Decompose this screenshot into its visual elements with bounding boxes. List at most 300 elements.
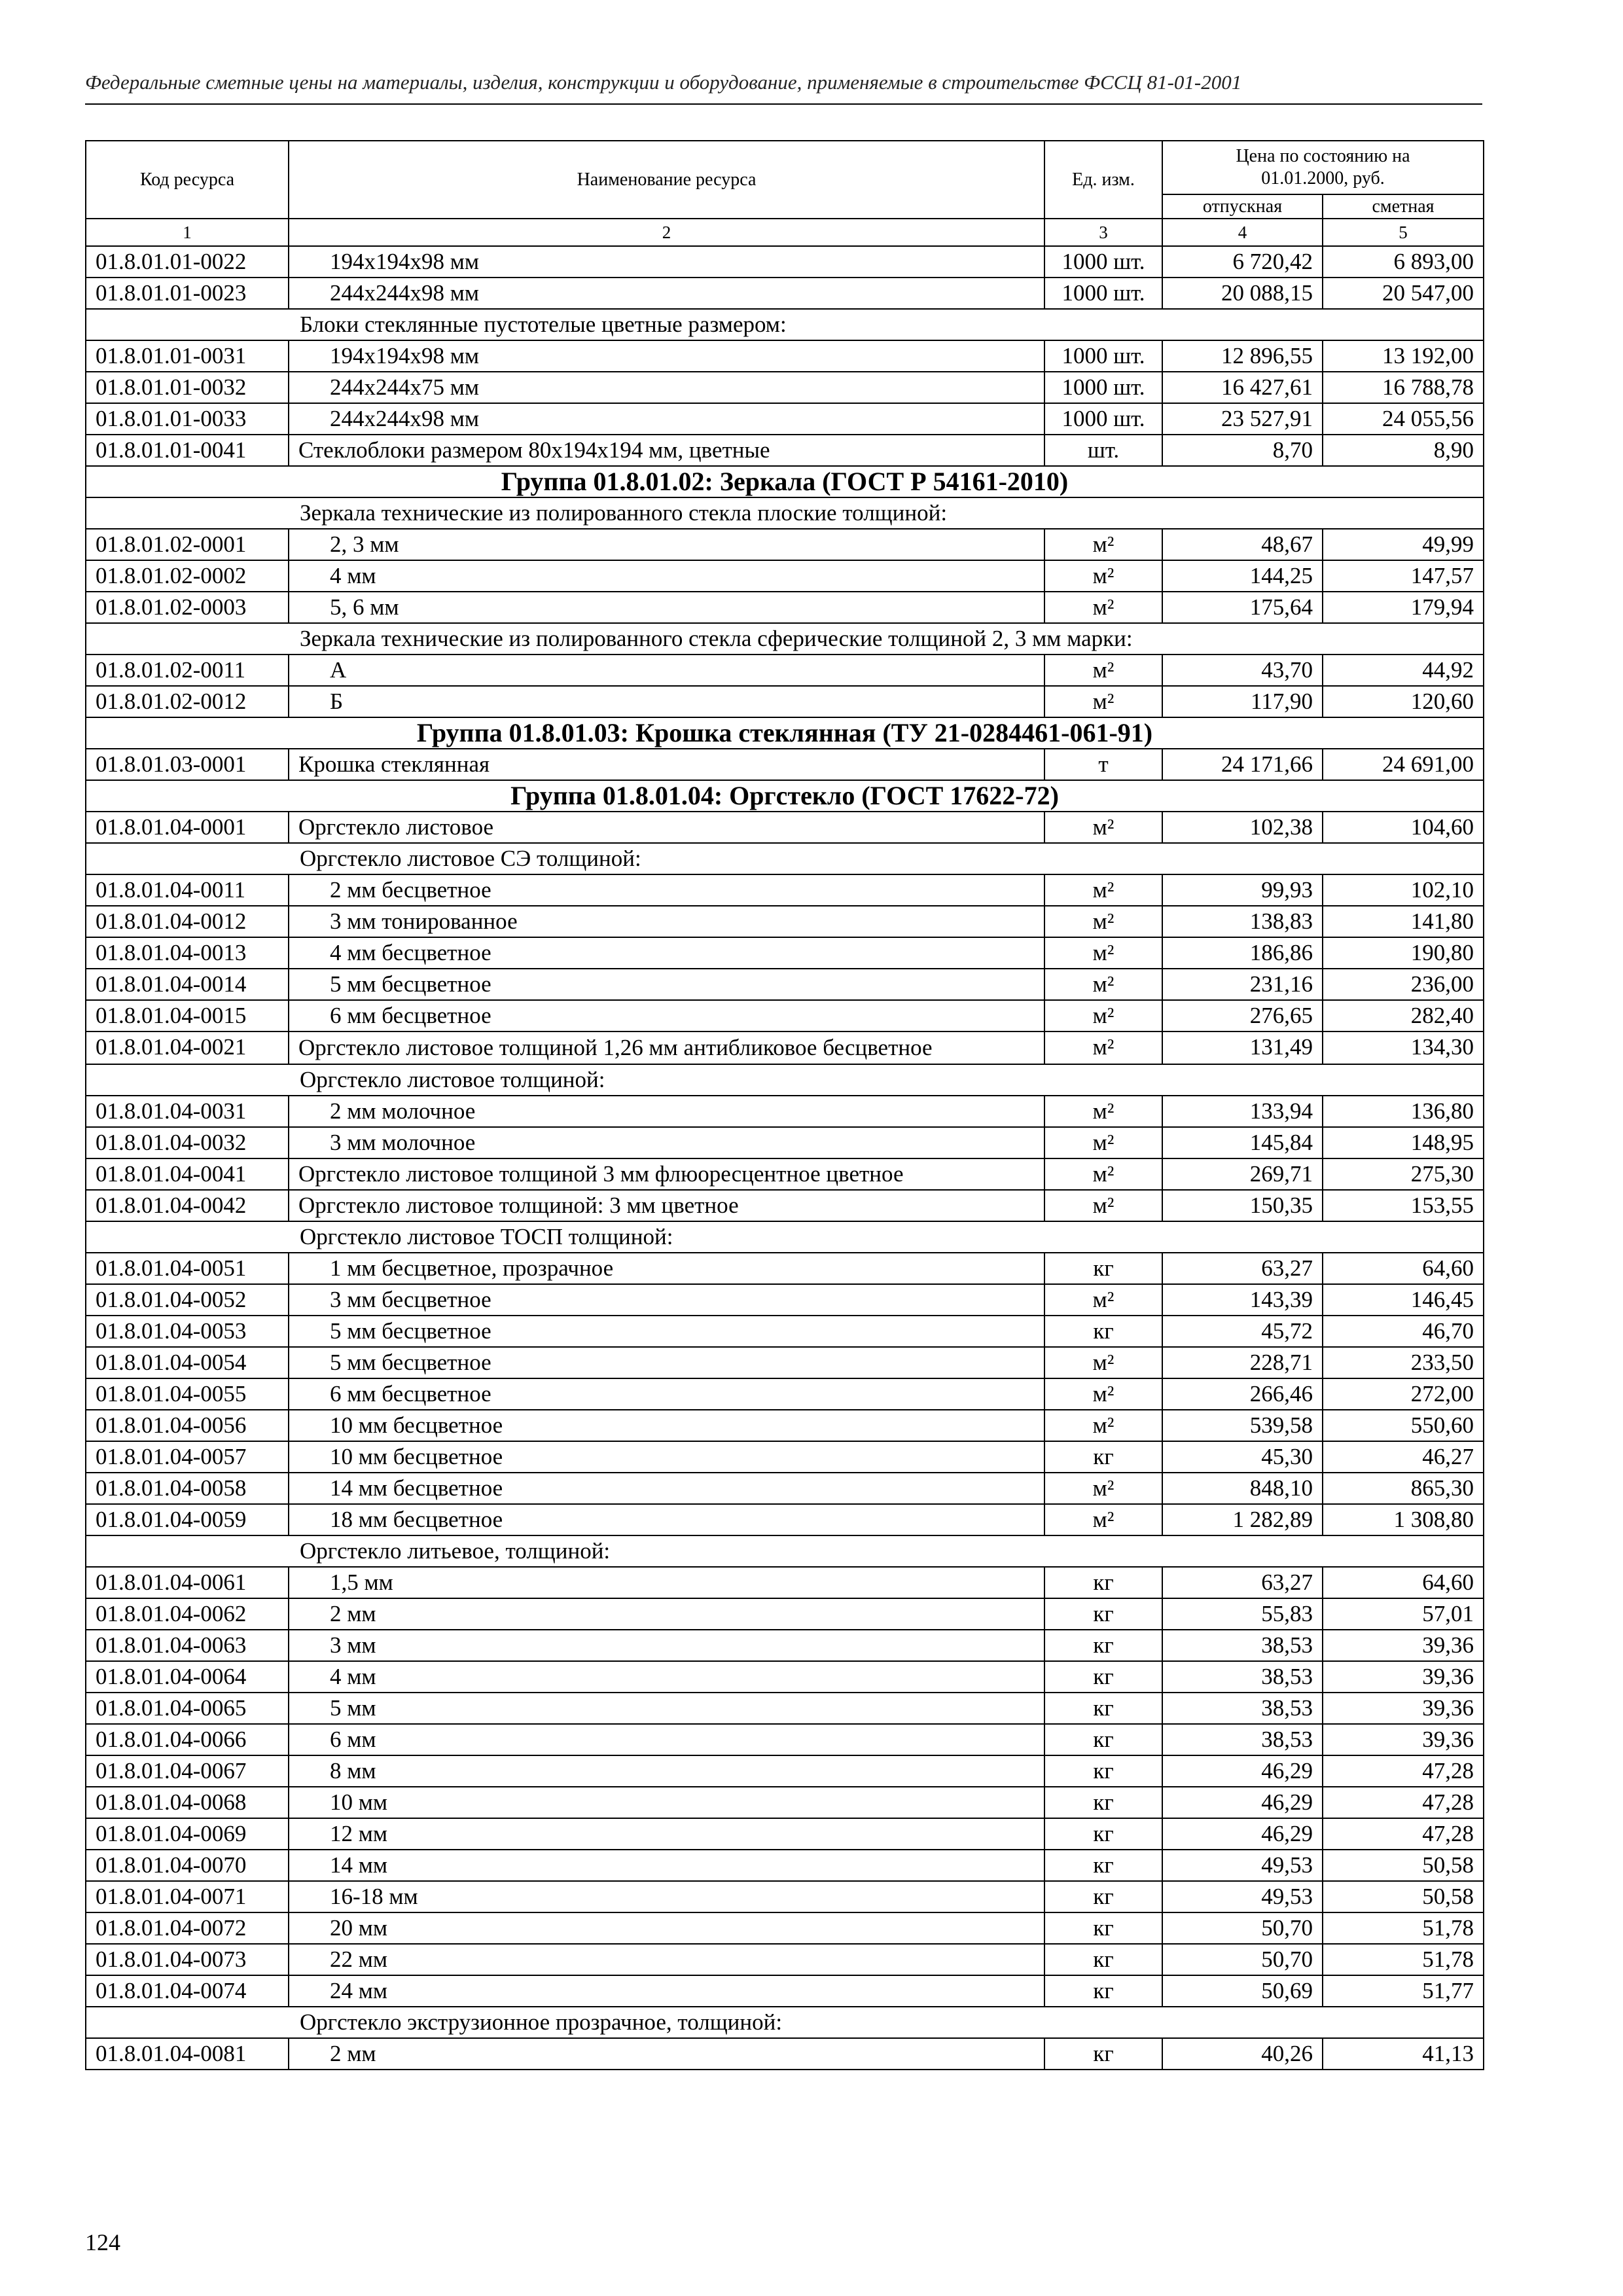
unit: 1000 шт. xyxy=(1044,278,1162,309)
resource-code: 01.8.01.04-0071 xyxy=(86,1881,289,1912)
price-table xyxy=(85,140,1484,2070)
unit: кг xyxy=(1044,1787,1162,1818)
price-estimate: 51,78 xyxy=(1323,1912,1484,1944)
unit: 1000 шт. xyxy=(1044,340,1162,372)
unit: м² xyxy=(1044,1096,1162,1127)
group-heading-row xyxy=(86,717,1484,749)
group-heading: Группа 01.8.01.04: Оргстекло (ГОСТ 17622-72) xyxy=(86,780,1484,812)
price-estimate: 51,78 xyxy=(1323,1944,1484,1975)
unit: кг xyxy=(1044,1253,1162,1284)
unit: кг xyxy=(1044,1818,1162,1850)
price-release: 150,35 xyxy=(1162,1190,1323,1221)
resource-code: 01.8.01.04-0001 xyxy=(86,812,289,843)
table-row xyxy=(86,1850,1484,1881)
price-estimate: 24 691,00 xyxy=(1323,749,1484,780)
price-release: 144,25 xyxy=(1162,560,1323,592)
resource-name: 16-18 мм xyxy=(289,1881,1044,1912)
resource-name: 1 мм бесцветное, прозрачное xyxy=(289,1253,1044,1284)
unit: м² xyxy=(1044,1284,1162,1316)
unit: кг xyxy=(1044,1944,1162,1975)
resource-name: 5 мм бесцветное xyxy=(289,969,1044,1000)
price-release: 48,67 xyxy=(1162,529,1323,560)
table-row xyxy=(86,560,1484,592)
resource-code: 01.8.01.04-0074 xyxy=(86,1975,289,2007)
resource-name: 5 мм бесцветное xyxy=(289,1316,1044,1347)
page-number: 124 xyxy=(85,2229,120,2255)
resource-name: 2 мм молочное xyxy=(289,1096,1044,1127)
table-row xyxy=(86,529,1484,560)
unit: кг xyxy=(1044,1441,1162,1473)
subheading: Зеркала технические из полированного стекла сферические толщиной 2, 3 мм марки: xyxy=(86,623,1484,655)
price-estimate: 64,60 xyxy=(1323,1567,1484,1598)
table-row xyxy=(86,1975,1484,2007)
resource-name: 20 мм xyxy=(289,1912,1044,1944)
price-release: 276,65 xyxy=(1162,1000,1323,1031)
resource-code: 01.8.01.04-0057 xyxy=(86,1441,289,1473)
unit: кг xyxy=(1044,1598,1162,1630)
price-release: 38,53 xyxy=(1162,1724,1323,1755)
resource-name: 6 мм бесцветное xyxy=(289,1000,1044,1031)
resource-code: 01.8.01.04-0032 xyxy=(86,1127,289,1158)
unit: кг xyxy=(1044,1881,1162,1912)
price-estimate: 44,92 xyxy=(1323,655,1484,686)
unit: кг xyxy=(1044,1850,1162,1881)
resource-name: 22 мм xyxy=(289,1944,1044,1975)
resource-name: 5 мм бесцветное xyxy=(289,1347,1044,1378)
table-row xyxy=(86,1787,1484,1818)
price-estimate: 8,90 xyxy=(1323,435,1484,466)
table-row xyxy=(86,749,1484,780)
price-estimate: 275,30 xyxy=(1323,1158,1484,1190)
resource-name: Оргстекло листовое xyxy=(289,812,1044,843)
resource-code: 01.8.01.04-0021 xyxy=(86,1031,289,1064)
unit: м² xyxy=(1044,1473,1162,1504)
price-release: 49,53 xyxy=(1162,1881,1323,1912)
subheading: Блоки стеклянные пустотелые цветные размером: xyxy=(86,309,1484,340)
resource-name: 244x244x98 мм xyxy=(289,403,1044,435)
header-price-estimate: сметная xyxy=(1323,194,1484,219)
table-row xyxy=(86,1504,1484,1535)
subheading-row xyxy=(86,1535,1484,1567)
resource-name: 6 мм бесцветное xyxy=(289,1378,1044,1410)
header-code: Код ресурса xyxy=(86,141,289,219)
resource-code: 01.8.01.04-0054 xyxy=(86,1347,289,1378)
price-estimate: 179,94 xyxy=(1323,592,1484,623)
price-release: 16 427,61 xyxy=(1162,372,1323,403)
table-row xyxy=(86,1693,1484,1724)
price-estimate: 190,80 xyxy=(1323,937,1484,969)
subheading-row xyxy=(86,497,1484,529)
resource-name: 4 мм xyxy=(289,560,1044,592)
resource-code: 01.8.01.04-0067 xyxy=(86,1755,289,1787)
price-release: 143,39 xyxy=(1162,1284,1323,1316)
price-estimate: 39,36 xyxy=(1323,1661,1484,1693)
table-body xyxy=(86,246,1484,2070)
price-release: 12 896,55 xyxy=(1162,340,1323,372)
resource-name: 244x244x98 мм xyxy=(289,278,1044,309)
resource-name: 10 мм бесцветное xyxy=(289,1441,1044,1473)
resource-name: 18 мм бесцветное xyxy=(289,1504,1044,1535)
subheading-row xyxy=(86,309,1484,340)
table-row xyxy=(86,1912,1484,1944)
unit: м² xyxy=(1044,1410,1162,1441)
table-row xyxy=(86,686,1484,717)
price-estimate: 47,28 xyxy=(1323,1818,1484,1850)
resource-name: 3 мм тонированное xyxy=(289,906,1044,937)
price-release: 8,70 xyxy=(1162,435,1323,466)
price-estimate: 147,57 xyxy=(1323,560,1484,592)
price-estimate: 49,99 xyxy=(1323,529,1484,560)
price-estimate: 104,60 xyxy=(1323,812,1484,843)
unit: м² xyxy=(1044,1347,1162,1378)
unit: кг xyxy=(1044,1661,1162,1693)
unit: т xyxy=(1044,749,1162,780)
price-estimate: 233,50 xyxy=(1323,1347,1484,1378)
col-number: 3 xyxy=(1044,219,1162,246)
table-row xyxy=(86,278,1484,309)
unit: м² xyxy=(1044,1031,1162,1064)
table-row xyxy=(86,1567,1484,1598)
unit: кг xyxy=(1044,1724,1162,1755)
unit: кг xyxy=(1044,1630,1162,1661)
col-number: 1 xyxy=(86,219,289,246)
resource-name: 2 мм бесцветное xyxy=(289,874,1044,906)
resource-code: 01.8.01.04-0055 xyxy=(86,1378,289,1410)
resource-name: Б xyxy=(289,686,1044,717)
price-release: 186,86 xyxy=(1162,937,1323,969)
resource-code: 01.8.01.01-0032 xyxy=(86,372,289,403)
unit: кг xyxy=(1044,1755,1162,1787)
table-row xyxy=(86,937,1484,969)
table-row xyxy=(86,874,1484,906)
resource-name: 14 мм xyxy=(289,1850,1044,1881)
price-estimate: 46,27 xyxy=(1323,1441,1484,1473)
price-estimate: 47,28 xyxy=(1323,1755,1484,1787)
subheading: Оргстекло экструзионное прозрачное, толщиной: xyxy=(86,2007,1484,2038)
price-release: 50,69 xyxy=(1162,1975,1323,2007)
subheading-row xyxy=(86,1064,1484,1096)
price-release: 43,70 xyxy=(1162,655,1323,686)
resource-code: 01.8.01.04-0064 xyxy=(86,1661,289,1693)
header-name: Наименование ресурса xyxy=(289,141,1044,219)
unit: кг xyxy=(1044,2038,1162,2070)
table-row xyxy=(86,1284,1484,1316)
resource-code: 01.8.01.04-0015 xyxy=(86,1000,289,1031)
price-release: 55,83 xyxy=(1162,1598,1323,1630)
resource-code: 01.8.01.04-0081 xyxy=(86,2038,289,2070)
resource-name: А xyxy=(289,655,1044,686)
table-row xyxy=(86,1096,1484,1127)
resource-name: 1,5 мм xyxy=(289,1567,1044,1598)
table-row xyxy=(86,1441,1484,1473)
table-row xyxy=(86,1000,1484,1031)
price-estimate: 136,80 xyxy=(1323,1096,1484,1127)
resource-code: 01.8.01.04-0053 xyxy=(86,1316,289,1347)
price-release: 20 088,15 xyxy=(1162,278,1323,309)
resource-code: 01.8.01.04-0042 xyxy=(86,1190,289,1221)
resource-code: 01.8.01.02-0003 xyxy=(86,592,289,623)
price-release: 63,27 xyxy=(1162,1567,1323,1598)
col-number: 5 xyxy=(1323,219,1484,246)
unit: м² xyxy=(1044,1190,1162,1221)
price-release: 46,29 xyxy=(1162,1818,1323,1850)
resource-name: 244x244x75 мм xyxy=(289,372,1044,403)
resource-code: 01.8.01.04-0072 xyxy=(86,1912,289,1944)
col-number: 4 xyxy=(1162,219,1323,246)
unit: м² xyxy=(1044,1504,1162,1535)
group-heading: Группа 01.8.01.02: Зеркала (ГОСТ Р 54161-2010) xyxy=(86,466,1484,497)
resource-code: 01.8.01.04-0073 xyxy=(86,1944,289,1975)
price-release: 46,29 xyxy=(1162,1787,1323,1818)
header-price: Цена по состоянию на 01.01.2000, руб. xyxy=(1162,141,1484,194)
group-heading: Группа 01.8.01.03: Крошка стеклянная (ТУ 21-0284461-061-91) xyxy=(86,717,1484,749)
resource-name: Оргстекло листовое толщиной 3 мм флюоресцентное цветное xyxy=(289,1158,1044,1190)
unit: м² xyxy=(1044,937,1162,969)
resource-code: 01.8.01.04-0058 xyxy=(86,1473,289,1504)
price-release: 231,16 xyxy=(1162,969,1323,1000)
price-release: 102,38 xyxy=(1162,812,1323,843)
price-release: 50,70 xyxy=(1162,1912,1323,1944)
price-release: 50,70 xyxy=(1162,1944,1323,1975)
resource-code: 01.8.01.04-0051 xyxy=(86,1253,289,1284)
resource-name: 194x194x98 мм xyxy=(289,340,1044,372)
table-row xyxy=(86,2038,1484,2070)
price-release: 228,71 xyxy=(1162,1347,1323,1378)
resource-code: 01.8.01.04-0066 xyxy=(86,1724,289,1755)
resource-name: 2, 3 мм xyxy=(289,529,1044,560)
subheading: Оргстекло листовое СЭ толщиной: xyxy=(86,843,1484,874)
unit: м² xyxy=(1044,592,1162,623)
resource-name: 6 мм xyxy=(289,1724,1044,1755)
table-row xyxy=(86,1630,1484,1661)
header-unit: Ед. изм. xyxy=(1044,141,1162,219)
price-release: 63,27 xyxy=(1162,1253,1323,1284)
subheading: Зеркала технические из полированного стекла плоские толщиной: xyxy=(86,497,1484,529)
resource-code: 01.8.01.01-0031 xyxy=(86,340,289,372)
price-estimate: 102,10 xyxy=(1323,874,1484,906)
price-release: 99,93 xyxy=(1162,874,1323,906)
price-estimate: 41,13 xyxy=(1323,2038,1484,2070)
table-row xyxy=(86,1755,1484,1787)
price-estimate: 50,58 xyxy=(1323,1881,1484,1912)
resource-name: 194x194x98 мм xyxy=(289,246,1044,278)
unit: 1000 шт. xyxy=(1044,372,1162,403)
resource-code: 01.8.01.04-0065 xyxy=(86,1693,289,1724)
table-row xyxy=(86,1127,1484,1158)
price-estimate: 20 547,00 xyxy=(1323,278,1484,309)
table-row xyxy=(86,1031,1484,1064)
unit: м² xyxy=(1044,560,1162,592)
resource-code: 01.8.01.04-0063 xyxy=(86,1630,289,1661)
unit: кг xyxy=(1044,1316,1162,1347)
header-price-release: отпускная xyxy=(1162,194,1323,219)
price-release: 6 720,42 xyxy=(1162,246,1323,278)
resource-name: 10 мм xyxy=(289,1787,1044,1818)
resource-name: Оргстекло листовое толщиной 1,26 мм антибликовое бесцветное xyxy=(289,1031,1044,1064)
table-row xyxy=(86,435,1484,466)
resource-code: 01.8.01.03-0001 xyxy=(86,749,289,780)
price-estimate: 50,58 xyxy=(1323,1850,1484,1881)
price-estimate: 146,45 xyxy=(1323,1284,1484,1316)
table-row xyxy=(86,1378,1484,1410)
table-row xyxy=(86,403,1484,435)
table-row xyxy=(86,1598,1484,1630)
subheading-row xyxy=(86,1221,1484,1253)
resource-code: 01.8.01.02-0001 xyxy=(86,529,289,560)
price-estimate: 148,95 xyxy=(1323,1127,1484,1158)
subheading-row xyxy=(86,623,1484,655)
resource-code: 01.8.01.04-0069 xyxy=(86,1818,289,1850)
unit: шт. xyxy=(1044,435,1162,466)
resource-name: 8 мм xyxy=(289,1755,1044,1787)
subheading: Оргстекло листовое ТОСП толщиной: xyxy=(86,1221,1484,1253)
unit: м² xyxy=(1044,655,1162,686)
table-row xyxy=(86,1190,1484,1221)
resource-code: 01.8.01.01-0022 xyxy=(86,246,289,278)
price-estimate: 47,28 xyxy=(1323,1787,1484,1818)
table-row xyxy=(86,1347,1484,1378)
price-estimate: 272,00 xyxy=(1323,1378,1484,1410)
resource-name: Оргстекло листовое толщиной: 3 мм цветное xyxy=(289,1190,1044,1221)
table-row xyxy=(86,1724,1484,1755)
price-release: 848,10 xyxy=(1162,1473,1323,1504)
price-release: 269,71 xyxy=(1162,1158,1323,1190)
resource-name: 3 мм бесцветное xyxy=(289,1284,1044,1316)
resource-name: 2 мм xyxy=(289,1598,1044,1630)
price-estimate: 39,36 xyxy=(1323,1724,1484,1755)
price-estimate: 51,77 xyxy=(1323,1975,1484,2007)
price-release: 1 282,89 xyxy=(1162,1504,1323,1535)
table-row xyxy=(86,1944,1484,1975)
table-row xyxy=(86,592,1484,623)
table-row xyxy=(86,1410,1484,1441)
unit: м² xyxy=(1044,1158,1162,1190)
price-estimate: 46,70 xyxy=(1323,1316,1484,1347)
header-rule xyxy=(85,103,1482,105)
price-estimate: 16 788,78 xyxy=(1323,372,1484,403)
resource-name: 2 мм xyxy=(289,2038,1044,2070)
price-estimate: 141,80 xyxy=(1323,906,1484,937)
resource-name: Стеклоблоки размером 80x194x194 мм, цветные xyxy=(289,435,1044,466)
subheading-row xyxy=(86,843,1484,874)
resource-code: 01.8.01.02-0012 xyxy=(86,686,289,717)
resource-name: 4 мм xyxy=(289,1661,1044,1693)
price-estimate: 64,60 xyxy=(1323,1253,1484,1284)
unit: кг xyxy=(1044,1912,1162,1944)
subheading: Оргстекло литьевое, толщиной: xyxy=(86,1535,1484,1567)
resource-code: 01.8.01.04-0056 xyxy=(86,1410,289,1441)
resource-code: 01.8.01.02-0011 xyxy=(86,655,289,686)
unit: м² xyxy=(1044,906,1162,937)
resource-name: 4 мм бесцветное xyxy=(289,937,1044,969)
price-estimate: 57,01 xyxy=(1323,1598,1484,1630)
unit: 1000 шт. xyxy=(1044,403,1162,435)
unit: кг xyxy=(1044,1693,1162,1724)
price-release: 23 527,91 xyxy=(1162,403,1323,435)
table-row xyxy=(86,655,1484,686)
price-release: 117,90 xyxy=(1162,686,1323,717)
price-release: 133,94 xyxy=(1162,1096,1323,1127)
price-release: 138,83 xyxy=(1162,906,1323,937)
resource-code: 01.8.01.04-0061 xyxy=(86,1567,289,1598)
price-estimate: 24 055,56 xyxy=(1323,403,1484,435)
resource-code: 01.8.01.01-0033 xyxy=(86,403,289,435)
unit: м² xyxy=(1044,812,1162,843)
resource-name: 3 мм xyxy=(289,1630,1044,1661)
resource-name: 10 мм бесцветное xyxy=(289,1410,1044,1441)
resource-code: 01.8.01.04-0068 xyxy=(86,1787,289,1818)
table-row xyxy=(86,1818,1484,1850)
subheading: Оргстекло листовое толщиной: xyxy=(86,1064,1484,1096)
resource-name: 12 мм xyxy=(289,1818,1044,1850)
table-row xyxy=(86,246,1484,278)
group-heading-row xyxy=(86,466,1484,497)
price-estimate: 550,60 xyxy=(1323,1410,1484,1441)
price-estimate: 236,00 xyxy=(1323,969,1484,1000)
unit: м² xyxy=(1044,1127,1162,1158)
resource-name: 5, 6 мм xyxy=(289,592,1044,623)
price-estimate: 39,36 xyxy=(1323,1630,1484,1661)
resource-code: 01.8.01.04-0013 xyxy=(86,937,289,969)
resource-name: 3 мм молочное xyxy=(289,1127,1044,1158)
price-release: 175,64 xyxy=(1162,592,1323,623)
unit: м² xyxy=(1044,969,1162,1000)
resource-code: 01.8.01.01-0023 xyxy=(86,278,289,309)
table-row xyxy=(86,1316,1484,1347)
unit: м² xyxy=(1044,686,1162,717)
subheading-row xyxy=(86,2007,1484,2038)
price-release: 45,30 xyxy=(1162,1441,1323,1473)
resource-code: 01.8.01.04-0011 xyxy=(86,874,289,906)
resource-code: 01.8.01.04-0031 xyxy=(86,1096,289,1127)
table-row xyxy=(86,340,1484,372)
table-row xyxy=(86,969,1484,1000)
table-row xyxy=(86,812,1484,843)
resource-name: 24 мм xyxy=(289,1975,1044,2007)
price-release: 38,53 xyxy=(1162,1661,1323,1693)
resource-code: 01.8.01.04-0014 xyxy=(86,969,289,1000)
price-estimate: 282,40 xyxy=(1323,1000,1484,1031)
price-estimate: 6 893,00 xyxy=(1323,246,1484,278)
resource-name: Крошка стеклянная xyxy=(289,749,1044,780)
price-release: 49,53 xyxy=(1162,1850,1323,1881)
price-release: 40,26 xyxy=(1162,2038,1323,2070)
price-release: 145,84 xyxy=(1162,1127,1323,1158)
price-estimate: 1 308,80 xyxy=(1323,1504,1484,1535)
price-release: 539,58 xyxy=(1162,1410,1323,1441)
price-release: 131,49 xyxy=(1162,1031,1323,1064)
price-estimate: 13 192,00 xyxy=(1323,340,1484,372)
unit: м² xyxy=(1044,1378,1162,1410)
table-row xyxy=(86,1661,1484,1693)
unit: м² xyxy=(1044,1000,1162,1031)
price-release: 38,53 xyxy=(1162,1693,1323,1724)
unit: м² xyxy=(1044,874,1162,906)
price-release: 38,53 xyxy=(1162,1630,1323,1661)
price-release: 24 171,66 xyxy=(1162,749,1323,780)
col-number: 2 xyxy=(289,219,1044,246)
resource-code: 01.8.01.04-0062 xyxy=(86,1598,289,1630)
resource-code: 01.8.01.04-0052 xyxy=(86,1284,289,1316)
resource-code: 01.8.01.01-0041 xyxy=(86,435,289,466)
price-estimate: 153,55 xyxy=(1323,1190,1484,1221)
resource-name: 14 мм бесцветное xyxy=(289,1473,1044,1504)
group-heading-row xyxy=(86,780,1484,812)
resource-name: 5 мм xyxy=(289,1693,1044,1724)
resource-code: 01.8.01.04-0012 xyxy=(86,906,289,937)
table-row xyxy=(86,1881,1484,1912)
unit: кг xyxy=(1044,1567,1162,1598)
